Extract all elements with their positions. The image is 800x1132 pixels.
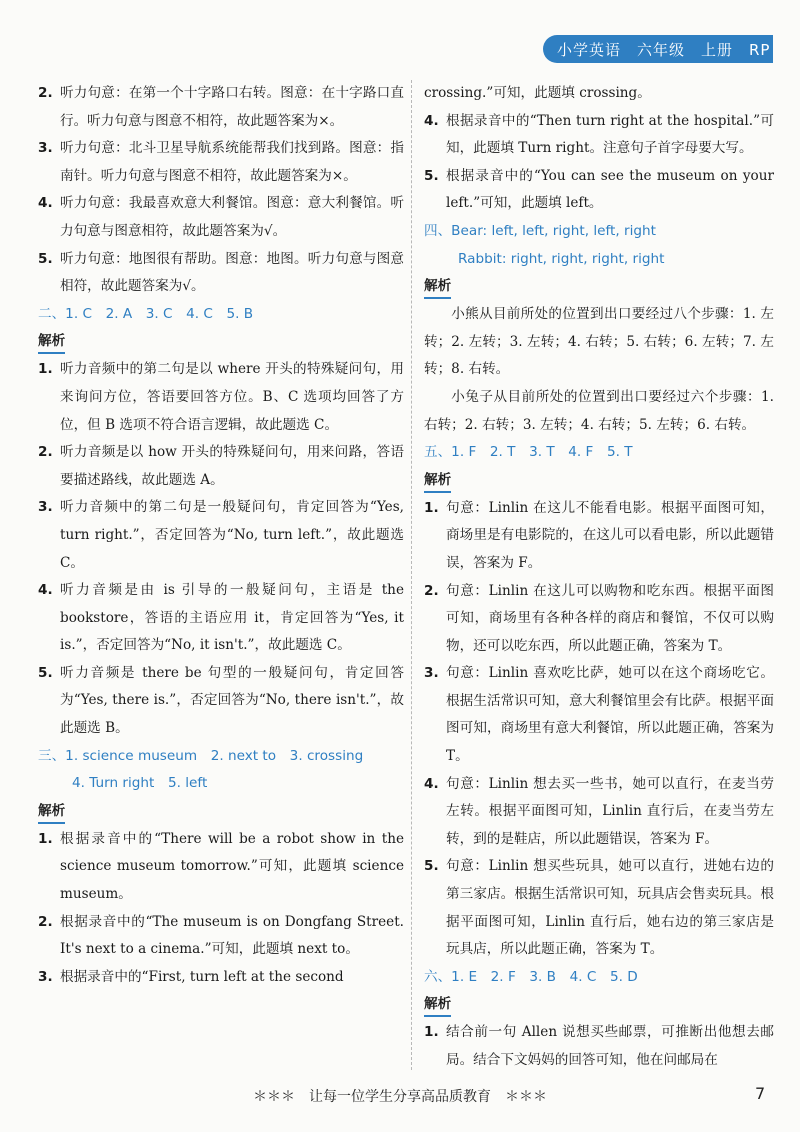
section-4-answers: 四、Bear: left, left, right, left, right Rabbit: right, right, right, right <box>424 222 665 267</box>
analysis-label: 解析 <box>424 275 451 299</box>
list-item: 1. 句意：Linlin 在这儿不能看电影。根据平面图可知，商场里是有电影院的，在这儿可以看电影，所以此题错误，答案为 F。 <box>424 499 774 571</box>
paragraph: 小兔子从目前所处的位置到出口要经过六个步骤：1. 右转；2. 右转；3. 左转；4. 右转；5. 左转；6. 右转。 <box>424 388 774 433</box>
list-item: 5. 根据录音中的“You can see the museum on your left.”可知，此题填 left。 <box>424 167 774 212</box>
list-item: 5. 听力句意：地图很有帮助。图意：地图。听力句意与图意相符，故此题答案为√。 <box>38 250 404 295</box>
footer-slogan: ＊＊＊ 让每一位学生分享高品质教育 ＊＊＊ <box>253 1089 547 1105</box>
list-item: 3. 句意：Linlin 喜欢吃比萨，她可以在这个商场吃它。根据生活常识可知，意大利餐馆里会有比萨。根据平面图可知，商场里有意大利餐馆，所以此题正确，答案为 T。 <box>424 665 774 765</box>
list-item: 3. 听力句意：北斗卫星导航系统能帮我们找到路。图意：指南针。听力句意与图意不相符，故此题答案为×。 <box>38 140 404 184</box>
header-label: 小学英语 六年级 上册 RP <box>557 40 771 59</box>
section-5-answers: 五、1. F 2. T 3. T 4. F 5. T <box>424 444 633 461</box>
continued-text: crossing.”可知，此题填 crossing。 <box>424 85 651 101</box>
list-item: 1. 结合前一句 Allen 说想买些邮票，可推断出他想去邮局。结合下文妈妈的回答可知，他在问邮局在 <box>424 1024 774 1068</box>
list-item: 4. 根据录音中的“Then turn right at the hospital.”可知，此题填 Turn right。注意句子首字母要大写。 <box>424 112 774 157</box>
left-column <box>38 80 404 991</box>
list-item: 4. 句意：Linlin 想去买一些书，她可以直行，在麦当劳左转。根据平面图可知，Linlin 直行后，在麦当劳左转，到的是鞋店，所以此题错误，答案为 F。 <box>424 775 774 847</box>
page-number: 7 <box>755 1084 766 1103</box>
section-3-answers: 三、1. science museum 2. next to 3. crossing 4. Turn right 5. left <box>38 747 364 792</box>
list-item: 5. 听力音频是 there be 句型的一般疑问句，肯定回答为“Yes, there is.”，否定回答为“No, there isn't.”，故此题选 B。 <box>38 664 404 737</box>
list-item: 3. 听力音频中的第二句是一般疑问句，肯定回答为“Yes, turn right.”，否定回答为“No, turn left.”，故此题选 C。 <box>38 499 404 571</box>
analysis-label: 解析 <box>424 993 451 1017</box>
list-item: 2. 根据录音中的“The museum is on Dongfang Street. It's next to a cinema.”可知，此题填 next to。 <box>38 913 404 958</box>
column-divider <box>411 80 412 1070</box>
section-2-answers: 二、1. C 2. A 3. C 4. C 5. B <box>38 305 254 322</box>
list-item: 2. 句意：Linlin 在这儿可以购物和吃东西。根据平面图可知，商场里有各种各样的商店和餐馆，不仅可以购物，还可以吃东西，所以此题正确，答案为 T。 <box>424 582 774 654</box>
analysis-label: 解析 <box>38 330 65 354</box>
header-tab <box>543 35 773 63</box>
list-item: 1. 听力音频中的第二句是以 where 开头的特殊疑问句，用来询问方位，答语要回答方位。B、C 选项均回答了方位，但 B 选项不符合语言逻辑，故此题选 C。 <box>38 361 404 433</box>
analysis-label: 解析 <box>38 800 65 824</box>
paragraph: 小熊从目前所处的位置到出口要经过八个步骤：1. 左转；2. 左转；3. 左转；4. 右转；5. 右转；6. 左转；7. 左转；8. 右转。 <box>424 306 774 378</box>
list-item: 1. 根据录音中的“There will be a robot show in the science museum tomorrow.”可知，此题填 science museum。 <box>38 830 404 903</box>
list-item: 4. 听力音频是由 is 引导的一般疑问句，主语是 the bookstore，答语的主语应用 it，肯定回答为“Yes, it is.”，否定回答为“No, it isn't.”，故此题选 C。 <box>38 582 404 654</box>
list-item: 5. 句意：Linlin 想买些玩具，她可以直行，进她右边的第三家店。根据生活常识可知，玩具店会售卖玩具。根据平面图可知，Linlin 直行后，她右边的第三家店是玩具店，所以此题正确，答案为 T。 <box>424 858 774 958</box>
section-6-answers: 六、1. E 2. F 3. B 4. C 5. D <box>424 968 638 985</box>
list-item: 4. 听力句意：我最喜欢意大利餐馆。图意：意大利餐馆。听力句意与图意相符，故此题答案为√。 <box>38 195 404 239</box>
right-column <box>424 80 774 1075</box>
list-item: 3. 根据录音中的“First, turn left at the second <box>38 968 344 985</box>
list-item: 2. 听力句意：在第一个十字路口右转。图意：在十字路口直行。听力句意与图意不相符，故此题答案为×。 <box>38 85 404 129</box>
analysis-label: 解析 <box>424 469 451 493</box>
list-item: 2. 听力音频是以 how 开头的特殊疑问句，用来问路，答语要描述路线，故此题选 A。 <box>38 444 404 488</box>
